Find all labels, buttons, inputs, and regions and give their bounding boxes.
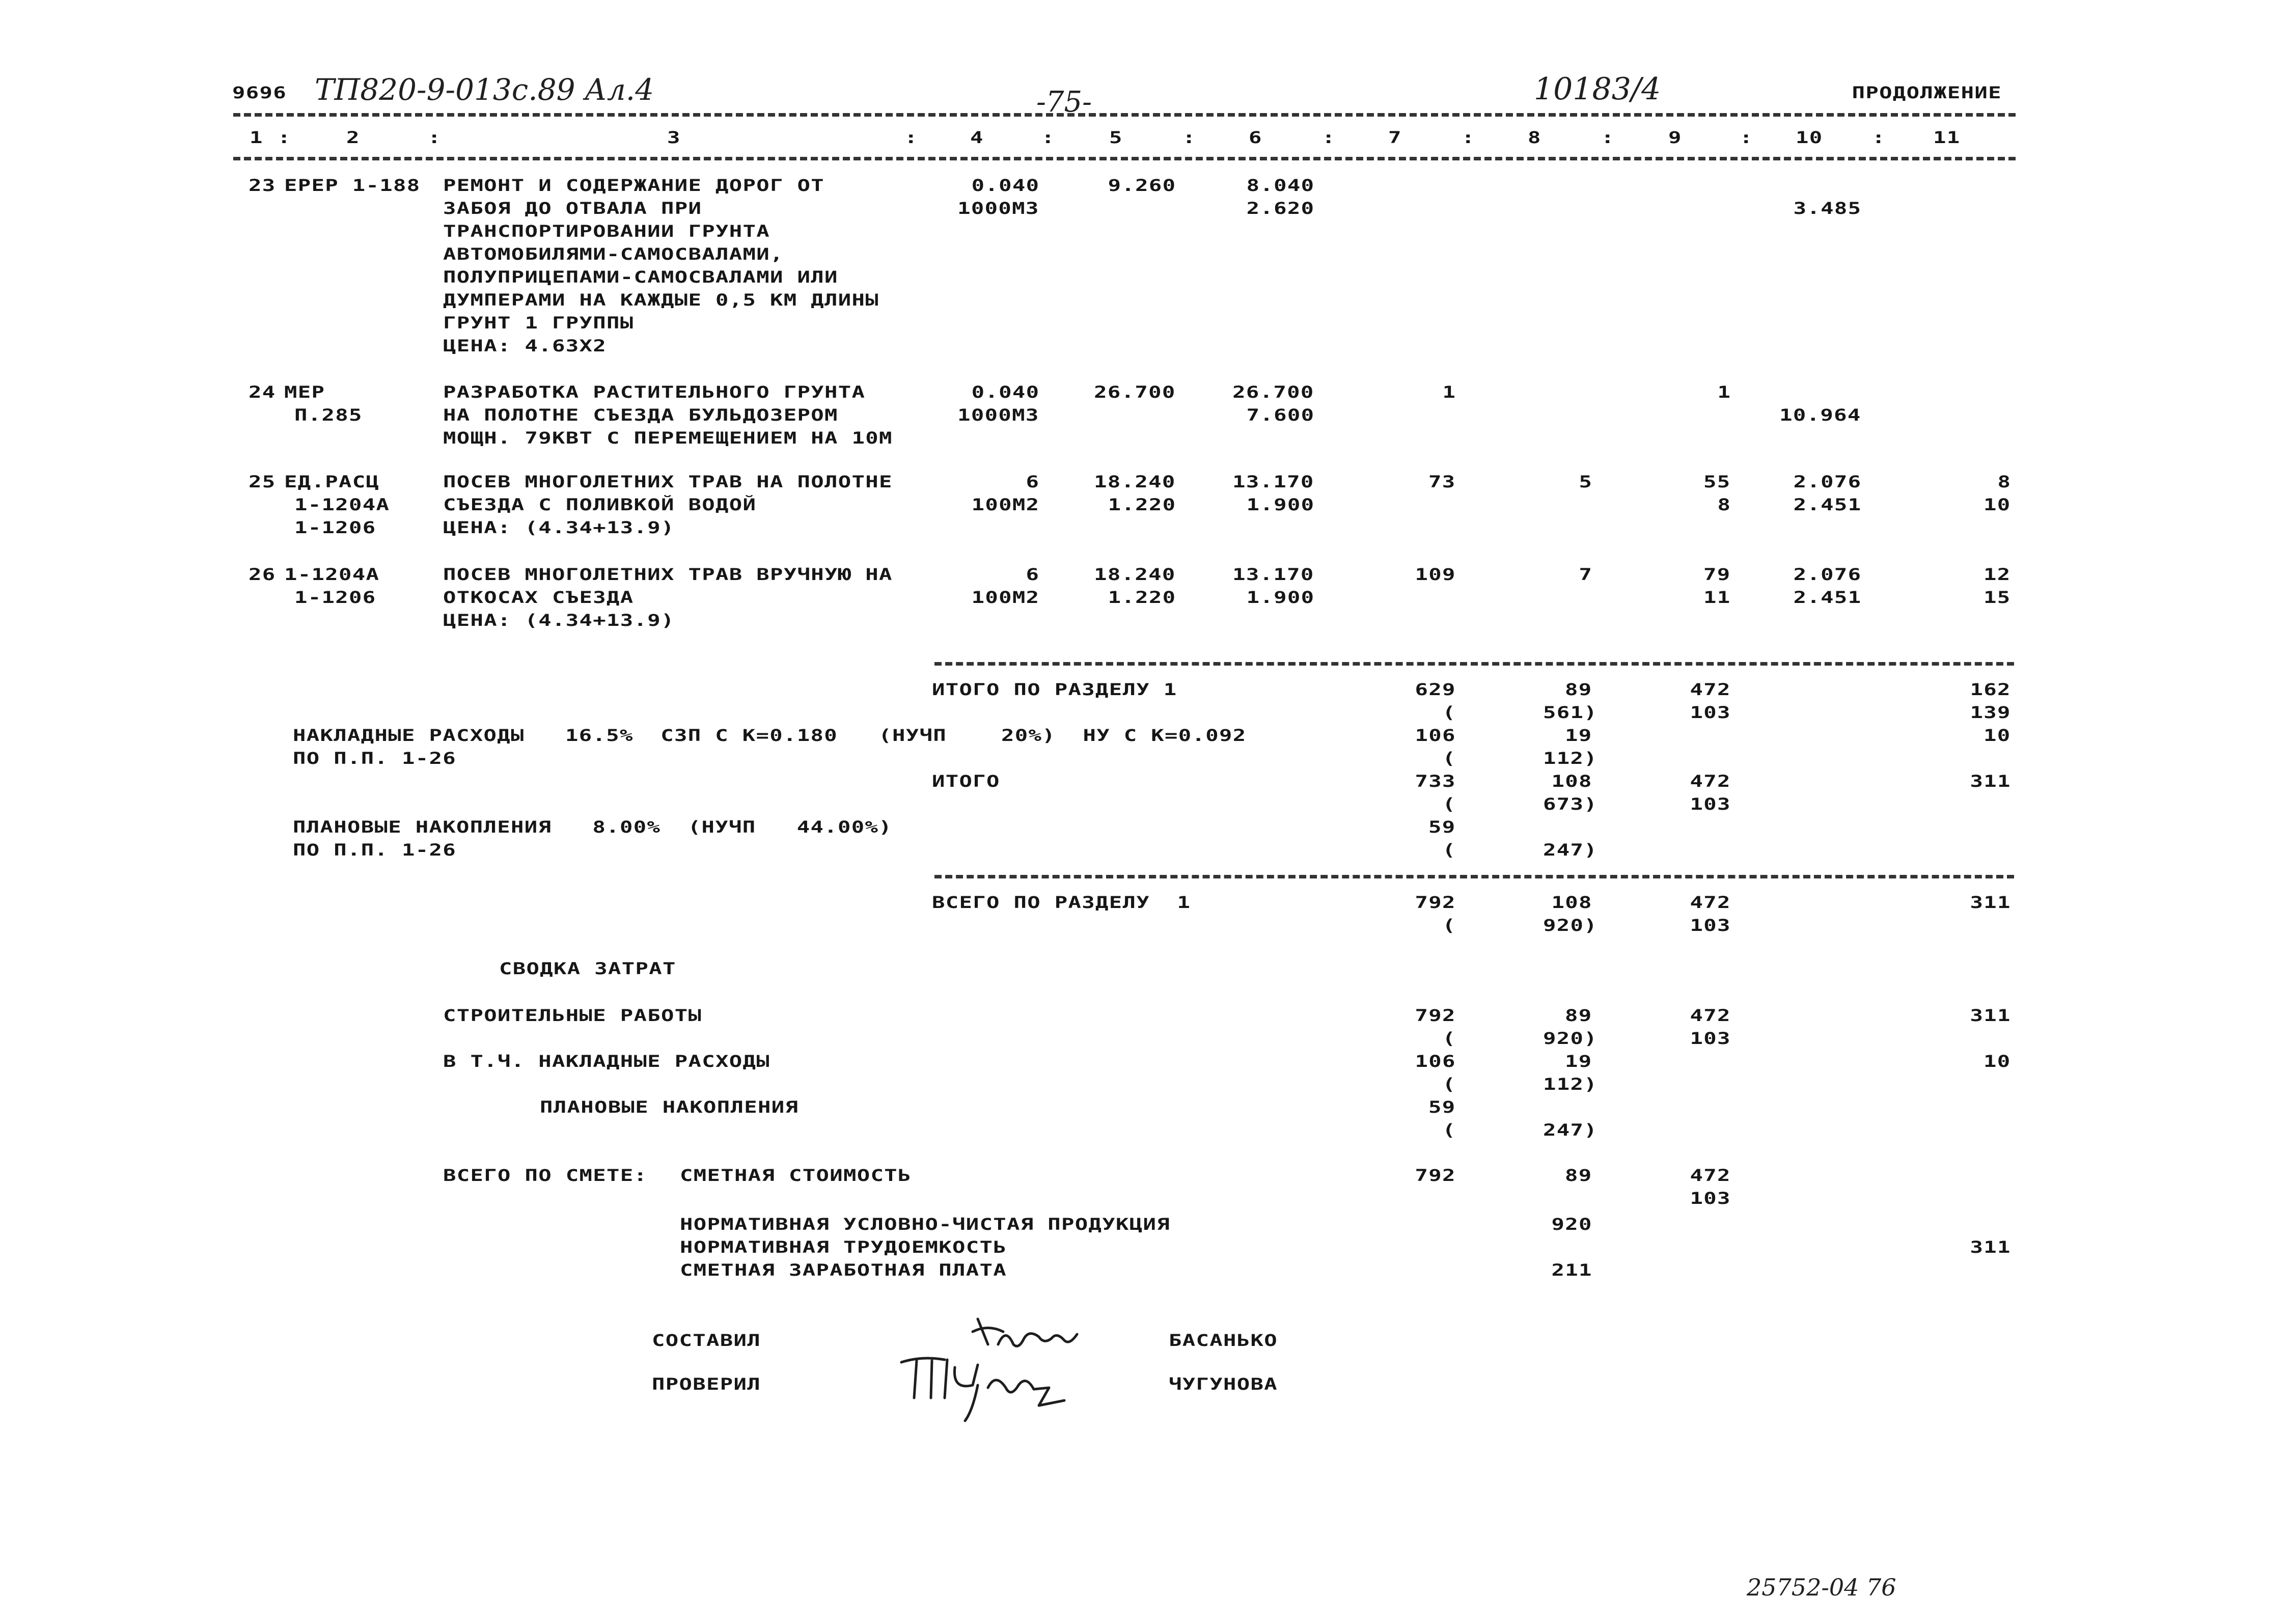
col11-value: 311 (1970, 1237, 2011, 1257)
col4-value: 6 (1026, 472, 1039, 491)
col5-value: 1.220 (1108, 588, 1176, 607)
col7-value: ( (1442, 1075, 1456, 1094)
col11-value: 311 (1970, 893, 2011, 912)
col-num-11: 11 (1933, 128, 1961, 147)
col4-value: 0.040 (971, 176, 1039, 195)
item-desc: СЪЕЗДА С ПОЛИВКОЙ ВОДОЙ (443, 495, 757, 514)
col8-value: 19 (1565, 726, 1592, 745)
col11-value: 311 (1970, 1006, 2011, 1025)
item-number: 25 (249, 472, 276, 491)
summary-rule (934, 662, 2014, 666)
item-code: 1-1204А (284, 565, 380, 584)
col8-value: 920 (1551, 1215, 1592, 1234)
col11-value: 311 (1970, 772, 2011, 791)
col8-value: 211 (1551, 1260, 1592, 1280)
col8-value: 247) (1543, 840, 1598, 860)
col11-value: 139 (1970, 703, 2011, 722)
col4-value: 0.040 (971, 382, 1039, 402)
svodka-title: СВОДКА ЗАТРАТ (499, 959, 676, 978)
col7-value: 59 (1428, 1097, 1456, 1117)
svodka-label: НОРМАТИВНАЯ ТРУДОЕМКОСТЬ (680, 1237, 1007, 1257)
col9-value: 103 (1690, 794, 1731, 814)
col10-value: 10.964 (1779, 405, 1861, 425)
svodka-label: СТРОИТЕЛЬНЫЕ РАБОТЫ (443, 1006, 702, 1025)
item-number: 24 (249, 382, 276, 402)
col8-value: 920) (1543, 916, 1598, 935)
item-desc: ДУМПЕРАМИ НА КАЖДЫЕ 0,5 КМ ДЛИНЫ (443, 290, 879, 310)
page-number: -75- (1036, 86, 1092, 119)
col9-value: 55 (1703, 472, 1731, 491)
col9-value: 1 (1717, 382, 1731, 402)
svodka-label: НОРМАТИВНАЯ УСЛОВНО-ЧИСТАЯ ПРОДУКЦИЯ (680, 1215, 1171, 1234)
col-num-4: 4 (970, 128, 984, 147)
col8-value: 247) (1543, 1120, 1598, 1140)
col-num-3: 3 (667, 128, 681, 147)
col6-value: 26.700 (1232, 382, 1314, 402)
col-sep: : (1740, 128, 1753, 147)
svodka-total-label: ВСЕГО ПО СМЕТЕ: (443, 1166, 648, 1185)
col8-value: 89 (1565, 1006, 1592, 1025)
col7-value: 792 (1415, 1006, 1456, 1025)
col-sep: : (904, 128, 918, 147)
col9-value: 79 (1703, 565, 1731, 584)
summary-label: ИТОГО ПО РАЗДЕЛУ 1 (932, 680, 1177, 699)
col4-unit: 100М2 (971, 495, 1039, 514)
sostavil-label: СОСТАВИЛ (652, 1331, 761, 1350)
proveril-signature (896, 1350, 1080, 1426)
col5-value: 18.240 (1094, 565, 1176, 584)
item-code: ЕД.РАСЦ (284, 472, 380, 491)
item-number: 23 (249, 176, 276, 195)
col11-value: 10 (1984, 1052, 2011, 1071)
item-code: ЕРЕР 1-188 (284, 176, 421, 195)
summary-label: ПЛАНОВЫЕ НАКОПЛЕНИЯ 8.00% (НУЧП 44.00%) (293, 817, 893, 837)
svodka-label: ПЛАНОВЫЕ НАКОПЛЕНИЯ (540, 1097, 799, 1117)
col7-value: 629 (1415, 680, 1456, 699)
proveril-name: ЧУГУНОВА (1169, 1374, 1278, 1394)
col11-value: 15 (1984, 588, 2011, 607)
item-desc: ГРУНТ 1 ГРУППЫ (443, 313, 634, 333)
col10-value: 3.485 (1793, 199, 1861, 218)
col-sep: : (278, 128, 291, 147)
summary-label: НАКЛАДНЫЕ РАСХОДЫ 16.5% СЗП С К=0.180 (НУЧП 20%) НУ С К=0.092 (293, 726, 1247, 745)
col7-value: 106 (1415, 1052, 1456, 1071)
item-number: 26 (249, 565, 276, 584)
col8-value: 89 (1565, 680, 1592, 699)
col-num-10: 10 (1796, 128, 1823, 147)
item-code: МЕР (284, 382, 325, 402)
col9-value: 103 (1690, 1029, 1731, 1048)
summary-sublabel: ПО П.П. 1-26 (293, 749, 457, 768)
col5-value: 26.700 (1094, 382, 1176, 402)
col-sep: : (1041, 128, 1055, 147)
svodka-label: СМЕТНАЯ СТОИМОСТЬ (680, 1166, 912, 1185)
left-code: 9696 (232, 83, 287, 102)
svodka-label: СМЕТНАЯ ЗАРАБОТНАЯ ПЛАТА (680, 1260, 1007, 1280)
col-sep: : (428, 128, 442, 147)
col8-value: 920) (1543, 1029, 1598, 1048)
proveril-label: ПРОВЕРИЛ (652, 1374, 761, 1394)
col7-value: ( (1442, 916, 1456, 935)
col10-value: 2.076 (1793, 565, 1861, 584)
col7-value: ( (1442, 794, 1456, 814)
col7-value: 792 (1415, 1166, 1456, 1185)
item-desc: АВТОМОБИЛЯМИ-САМОСВАЛАМИ, (443, 244, 784, 264)
summary-label: ИТОГО (932, 772, 1000, 791)
header-rule-top (233, 113, 2016, 117)
item-desc: РЕМОНТ И СОДЕРЖАНИЕ ДОРОГ ОТ (443, 176, 825, 195)
item-desc: НА ПОЛОТНЕ СЪЕЗДА БУЛЬДОЗЕРОМ (443, 405, 838, 425)
col-num-1: 1 (250, 128, 263, 147)
col9-value: 472 (1690, 893, 1731, 912)
col6-value: 13.170 (1232, 472, 1314, 491)
col7-value: ( (1442, 1029, 1456, 1048)
col11-value: 8 (1997, 472, 2011, 491)
footer-stamp: 25752-04 76 (1747, 1574, 1896, 1601)
item-desc: РАЗРАБОТКА РАСТИТЕЛЬНОГО ГРУНТА (443, 382, 866, 402)
item-desc: ЦЕНА: (4.34+13.9) (443, 611, 675, 630)
col9-value: 11 (1703, 588, 1731, 607)
item-code: 1-1206 (294, 588, 376, 607)
col-num-9: 9 (1668, 128, 1682, 147)
col6-value: 1.900 (1246, 588, 1314, 607)
col5-value: 9.260 (1108, 176, 1176, 195)
col8-value: 5 (1579, 472, 1592, 491)
header-rule-bottom (233, 157, 2016, 160)
col8-value: 108 (1551, 772, 1592, 791)
col4-value: 6 (1026, 565, 1039, 584)
col8-value: 89 (1565, 1166, 1592, 1185)
col-num-8: 8 (1528, 128, 1541, 147)
item-desc: МОЩН. 79КВТ С ПЕРЕМЕЩЕНИЕМ НА 10М (443, 428, 893, 448)
summary-label: ВСЕГО ПО РАЗДЕЛУ 1 (932, 893, 1191, 912)
item-desc: ЦЕНА: (4.34+13.9) (443, 518, 675, 537)
col7-value: 109 (1415, 565, 1456, 584)
col8-value: 673) (1543, 794, 1598, 814)
col-sep: : (1601, 128, 1615, 147)
col-sep: : (1462, 128, 1475, 147)
col9-value: 472 (1690, 680, 1731, 699)
col7-value: 73 (1428, 472, 1456, 491)
item-desc: ПОСЕВ МНОГОЛЕТНИХ ТРАВ НА ПОЛОТНЕ (443, 472, 893, 491)
col9-value: 103 (1690, 1189, 1731, 1208)
col8-value: 19 (1565, 1052, 1592, 1071)
col11-value: 10 (1984, 726, 2011, 745)
col7-value: 1 (1442, 382, 1456, 402)
item-desc: ТРАНСПОРТИРОВАНИИ ГРУНТА (443, 222, 770, 241)
summary-rule (934, 875, 2014, 878)
col10-value: 2.451 (1793, 588, 1861, 607)
doc-number: 10183/4 (1534, 71, 1661, 107)
col-num-6: 6 (1249, 128, 1262, 147)
col7-value: 106 (1415, 726, 1456, 745)
col9-value: 103 (1690, 703, 1731, 722)
item-code: П.285 (294, 405, 363, 425)
col9-value: 8 (1717, 495, 1731, 514)
col4-unit: 1000М3 (957, 405, 1039, 425)
col11-value: 10 (1984, 495, 2011, 514)
col8-value: 108 (1551, 893, 1592, 912)
col11-value: 162 (1970, 680, 2011, 699)
col9-value: 103 (1690, 916, 1731, 935)
item-desc: ЦЕНА: 4.63Х2 (443, 336, 607, 355)
col10-value: 2.451 (1793, 495, 1861, 514)
col6-value: 7.600 (1246, 405, 1314, 425)
item-desc: ЗАБОЯ ДО ОТВАЛА ПРИ (443, 199, 702, 218)
summary-sublabel: ПО П.П. 1-26 (293, 840, 457, 860)
col7-value: 792 (1415, 893, 1456, 912)
col-sep: : (1182, 128, 1196, 147)
col8-value: 7 (1579, 565, 1592, 584)
col6-value: 8.040 (1246, 176, 1314, 195)
col7-value: ( (1442, 840, 1456, 860)
item-desc: ПОСЕВ МНОГОЛЕТНИХ ТРАВ ВРУЧНУЮ НА (443, 565, 893, 584)
col-num-7: 7 (1388, 128, 1402, 147)
col-sep: : (1872, 128, 1886, 147)
col9-value: 472 (1690, 1006, 1731, 1025)
col8-value: 561) (1543, 703, 1598, 722)
item-desc: ОТКОСАХ СЪЕЗДА (443, 588, 634, 607)
col9-value: 472 (1690, 1166, 1731, 1185)
col-num-5: 5 (1109, 128, 1123, 147)
col8-value: 112) (1543, 749, 1598, 768)
col8-value: 112) (1543, 1075, 1598, 1094)
col5-value: 18.240 (1094, 472, 1176, 491)
col10-value: 2.076 (1793, 472, 1861, 491)
col9-value: 472 (1690, 772, 1731, 791)
item-code: 1-1206 (294, 518, 376, 537)
sostavil-name: БАСАНЬКО (1169, 1331, 1278, 1350)
col7-value: 59 (1428, 817, 1456, 837)
col6-value: 1.900 (1246, 495, 1314, 514)
col5-value: 1.220 (1108, 495, 1176, 514)
col7-value: ( (1442, 1120, 1456, 1140)
col6-value: 13.170 (1232, 565, 1314, 584)
col-sep: : (1322, 128, 1336, 147)
item-code: 1-1204А (294, 495, 390, 514)
item-desc: ПОЛУПРИЦЕПАМИ-САМОСВАЛАМИ ИЛИ (443, 267, 838, 287)
col7-value: ( (1442, 703, 1456, 722)
col7-value: ( (1442, 749, 1456, 768)
col6-value: 2.620 (1246, 199, 1314, 218)
col11-value: 12 (1984, 565, 2011, 584)
col4-unit: 1000М3 (957, 199, 1039, 218)
continuation-label: ПРОДОЛЖЕНИЕ (1852, 83, 2002, 102)
svodka-label: В Т.Ч. НАКЛАДНЫЕ РАСХОДЫ (443, 1052, 770, 1071)
col-num-2: 2 (346, 128, 360, 147)
col7-value: 733 (1415, 772, 1456, 791)
project-code: ТП820-9-013с.89 Ал.4 (315, 72, 654, 107)
col4-unit: 100М2 (971, 588, 1039, 607)
